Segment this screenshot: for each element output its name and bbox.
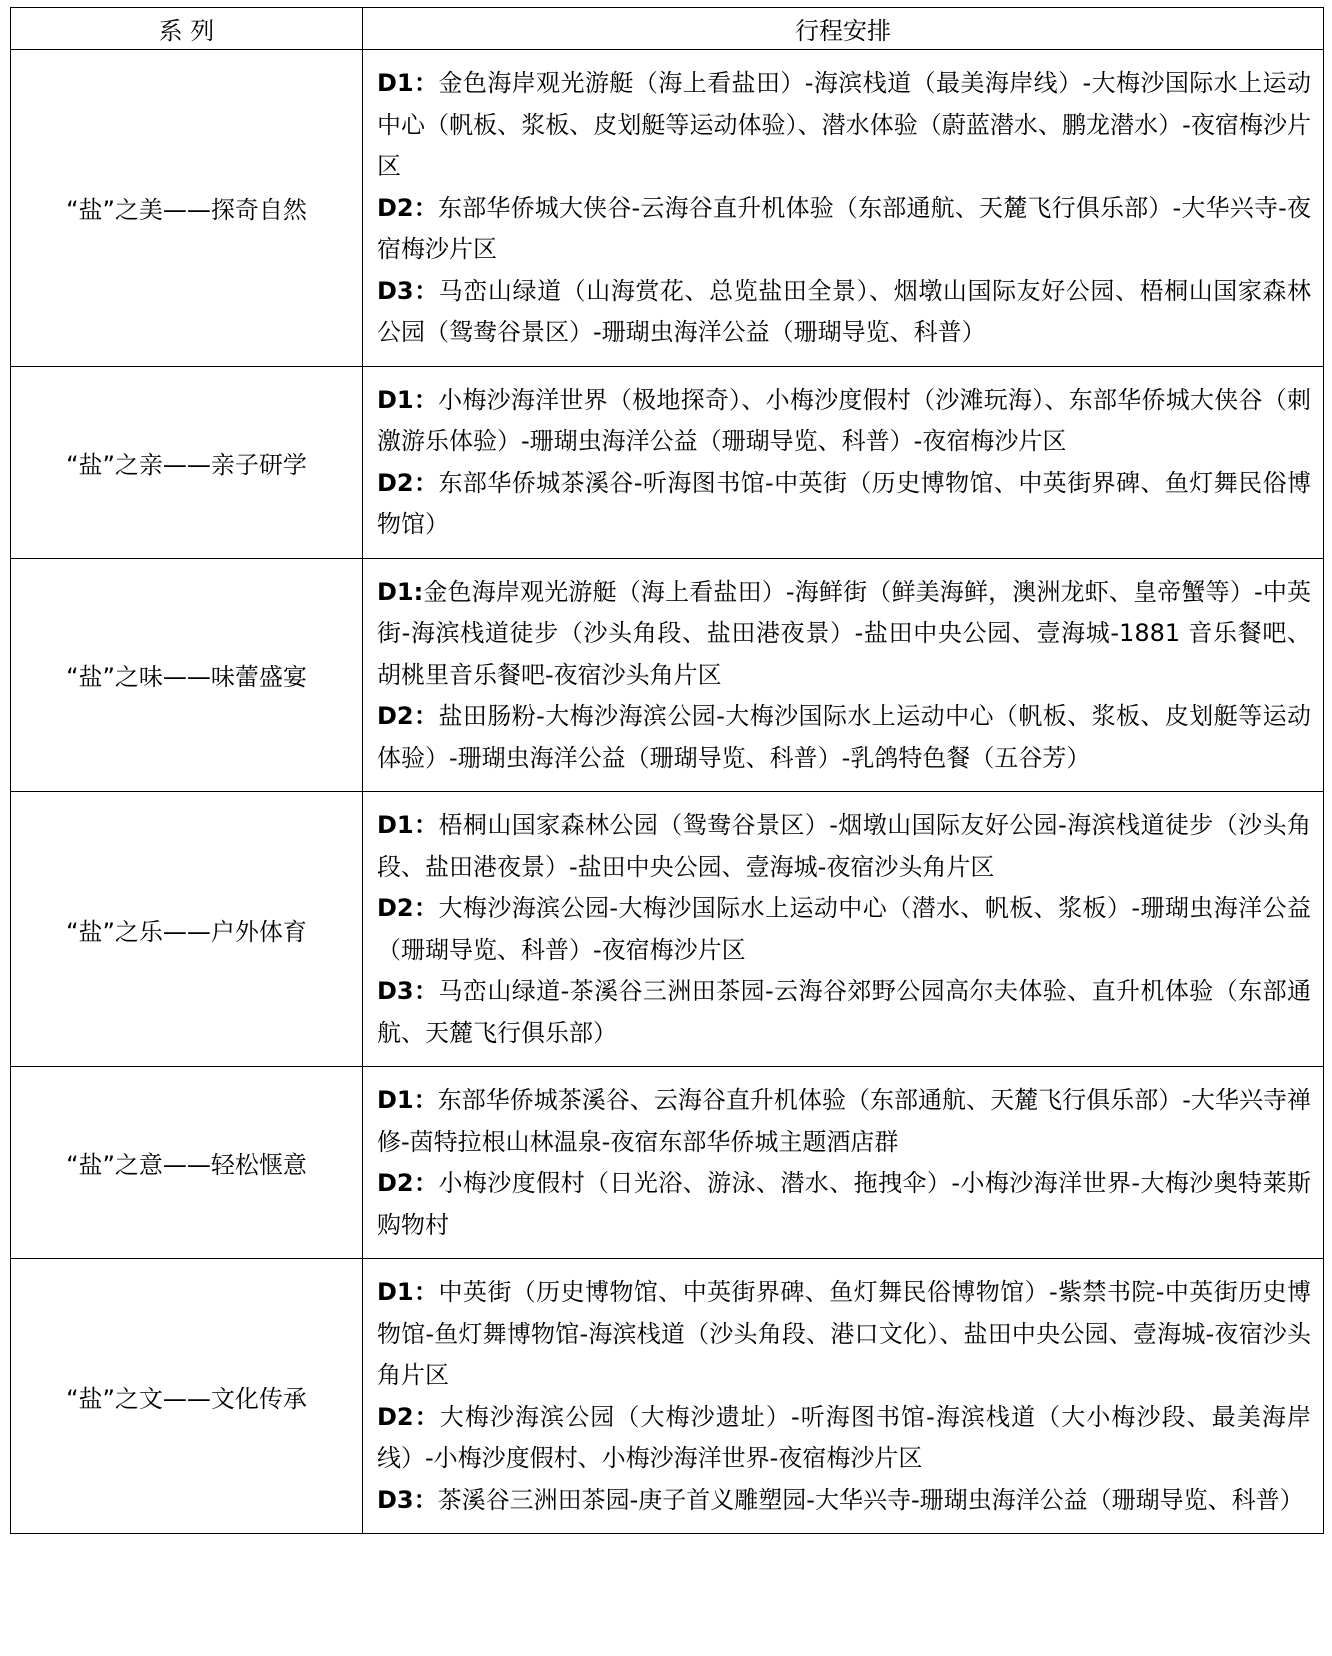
day-text: 小梅沙度假村（日光浴、游泳、潜水、拖拽伞）-小梅沙海洋世界-大梅沙奥特莱斯购物村: [377, 1169, 1311, 1239]
plan-cell: [363, 1067, 1324, 1259]
table-row: [11, 792, 1324, 1067]
day-label: D1：: [377, 385, 439, 414]
day-text: 小梅沙海洋世界（极地探奇）、小梅沙度假村（沙滩玩海）、东部华侨城大侠谷（刺激游乐体验）-珊瑚虫海洋公益（珊瑚导览、科普）-夜宿梅沙片区: [377, 385, 1312, 455]
day-label: D2：: [377, 468, 439, 497]
day-text: 盐田肠粉-大梅沙海滨公园-大梅沙国际水上运动中心（帆板、浆板、皮划艇等运动体验）-珊瑚虫海洋公益（珊瑚导览、科普）-乳鸽特色餐（五谷芳）: [377, 702, 1311, 772]
day-label: D1：: [377, 69, 439, 97]
day-text: 梧桐山国家森林公园（鸳鸯谷景区）-烟墩山国际友好公园-海滨栈道徒步（沙头角段、盐田港夜景）-盐田中央公园、壹海城-夜宿沙头角片区: [377, 811, 1311, 881]
day-label: D3：: [377, 977, 439, 1005]
day-text: 东部华侨城大侠谷-云海谷直升机体验（东部通航、天麓飞行俱乐部）-大华兴寺-夜宿梅沙片区: [377, 193, 1312, 263]
plan-cell: [363, 792, 1324, 1067]
series-cell: “盐”之亲——亲子研学: [11, 366, 363, 558]
day-item: [377, 63, 1311, 188]
day-label: D2：: [377, 193, 439, 222]
day-item: [377, 380, 1311, 463]
day-label: D2：: [377, 894, 439, 922]
day-text: 金色海岸观光游艇（海上看盐田）-海滨栈道（最美海岸线）-大梅沙国际水上运动中心（帆板、浆板、皮划艇等运动体验）、潜水体验（蔚蓝潜水、鹏龙潜水）-夜宿梅沙片区: [377, 69, 1311, 180]
plan-cell: [363, 1259, 1324, 1534]
table-row: [11, 1067, 1324, 1259]
day-text: 中英街（历史博物馆、中英街界碑、鱼灯舞民俗博物馆）-紫禁书院-中英街历史博物馆-鱼灯舞博物馆-海滨栈道（沙头角段、港口文化）、盐田中央公园、壹海城-夜宿沙头角片区: [377, 1278, 1311, 1389]
series-cell: “盐”之乐——户外体育: [11, 792, 363, 1067]
day-item: [377, 888, 1311, 971]
plan-cell: [363, 558, 1324, 792]
plan-cell: [363, 50, 1324, 367]
day-text: 茶溪谷三洲田茶园-庚子首义雕塑园-大华兴寺-珊瑚虫海洋公益（珊瑚导览、科普）: [437, 1485, 1304, 1514]
day-text: 金色海岸观光游艇（海上看盐田）-海鲜街（鲜美海鲜，澳洲龙虾、皇帝蟹等）-中英街-海滨栈道徒步（沙头角段、盐田港夜景）-盐田中央公园、壹海城-1881 音乐餐吧、胡桃里音乐餐吧-夜宿沙头角片区: [377, 577, 1311, 689]
day-text: 大梅沙海滨公园-大梅沙国际水上运动中心（潜水、帆板、浆板）-珊瑚虫海洋公益（珊瑚导览、科普）-夜宿梅沙片区: [377, 894, 1311, 964]
day-text: 东部华侨城茶溪谷-听海图书馆-中英街（历史博物馆、中英街界碑、鱼灯舞民俗博物馆）: [377, 468, 1311, 538]
day-item: [377, 971, 1311, 1054]
day-label: D1：: [377, 1278, 439, 1306]
day-item: [377, 1272, 1311, 1397]
series-cell: “盐”之味——味蕾盛宴: [11, 558, 363, 792]
day-item: [377, 696, 1311, 779]
day-item: [377, 1163, 1311, 1246]
day-label: D3：: [377, 1485, 438, 1514]
day-label: D1：: [377, 1086, 438, 1114]
day-text: 大梅沙海滨公园（大梅沙遗址）-听海图书馆-海滨栈道（大小梅沙段、最美海岸线）-小梅沙度假村、小梅沙海洋世界-夜宿梅沙片区: [377, 1402, 1311, 1472]
series-cell: “盐”之美——探奇自然: [11, 50, 363, 367]
series-cell: “盐”之意——轻松惬意: [11, 1067, 363, 1259]
day-item: [377, 805, 1311, 888]
day-item: [377, 1080, 1311, 1163]
day-item: [377, 572, 1311, 697]
day-text: 东部华侨城茶溪谷、云海谷直升机体验（东部通航、天麓飞行俱乐部）-大华兴寺禅修-茵特拉根山林温泉-夜宿东部华侨城主题酒店群: [377, 1086, 1311, 1156]
header-plan: 行程安排: [363, 8, 1324, 50]
table-row: [11, 1259, 1324, 1534]
day-label: D1：: [377, 811, 439, 839]
itinerary-table: [10, 7, 1324, 1534]
day-label: D2：: [377, 1402, 440, 1431]
day-item: [377, 1397, 1311, 1480]
day-text: 马峦山绿道（山海赏花、总览盐田全景）、烟墩山国际友好公园、梧桐山国家森林公园（鸳鸯谷景区）-珊瑚虫海洋公益（珊瑚导览、科普）: [377, 276, 1311, 346]
day-item: [377, 463, 1311, 546]
table-row: [11, 366, 1324, 558]
day-item: [377, 271, 1311, 354]
day-label: D2：: [377, 702, 439, 730]
day-label: D3：: [377, 276, 439, 305]
series-cell: “盐”之文——文化传承: [11, 1259, 363, 1534]
day-item: [377, 188, 1311, 271]
table-row: [11, 558, 1324, 792]
day-item: [377, 1480, 1311, 1522]
day-label: D2：: [377, 1169, 439, 1197]
table-row: [11, 50, 1324, 367]
header-series: 系 列: [11, 8, 363, 50]
plan-cell: [363, 366, 1324, 558]
day-label: D1:: [377, 577, 424, 606]
day-text: 马峦山绿道-茶溪谷三洲田茶园-云海谷郊野公园高尔夫体验、直升机体验（东部通航、天麓飞行俱乐部）: [377, 977, 1311, 1047]
header-row: [11, 8, 1324, 50]
